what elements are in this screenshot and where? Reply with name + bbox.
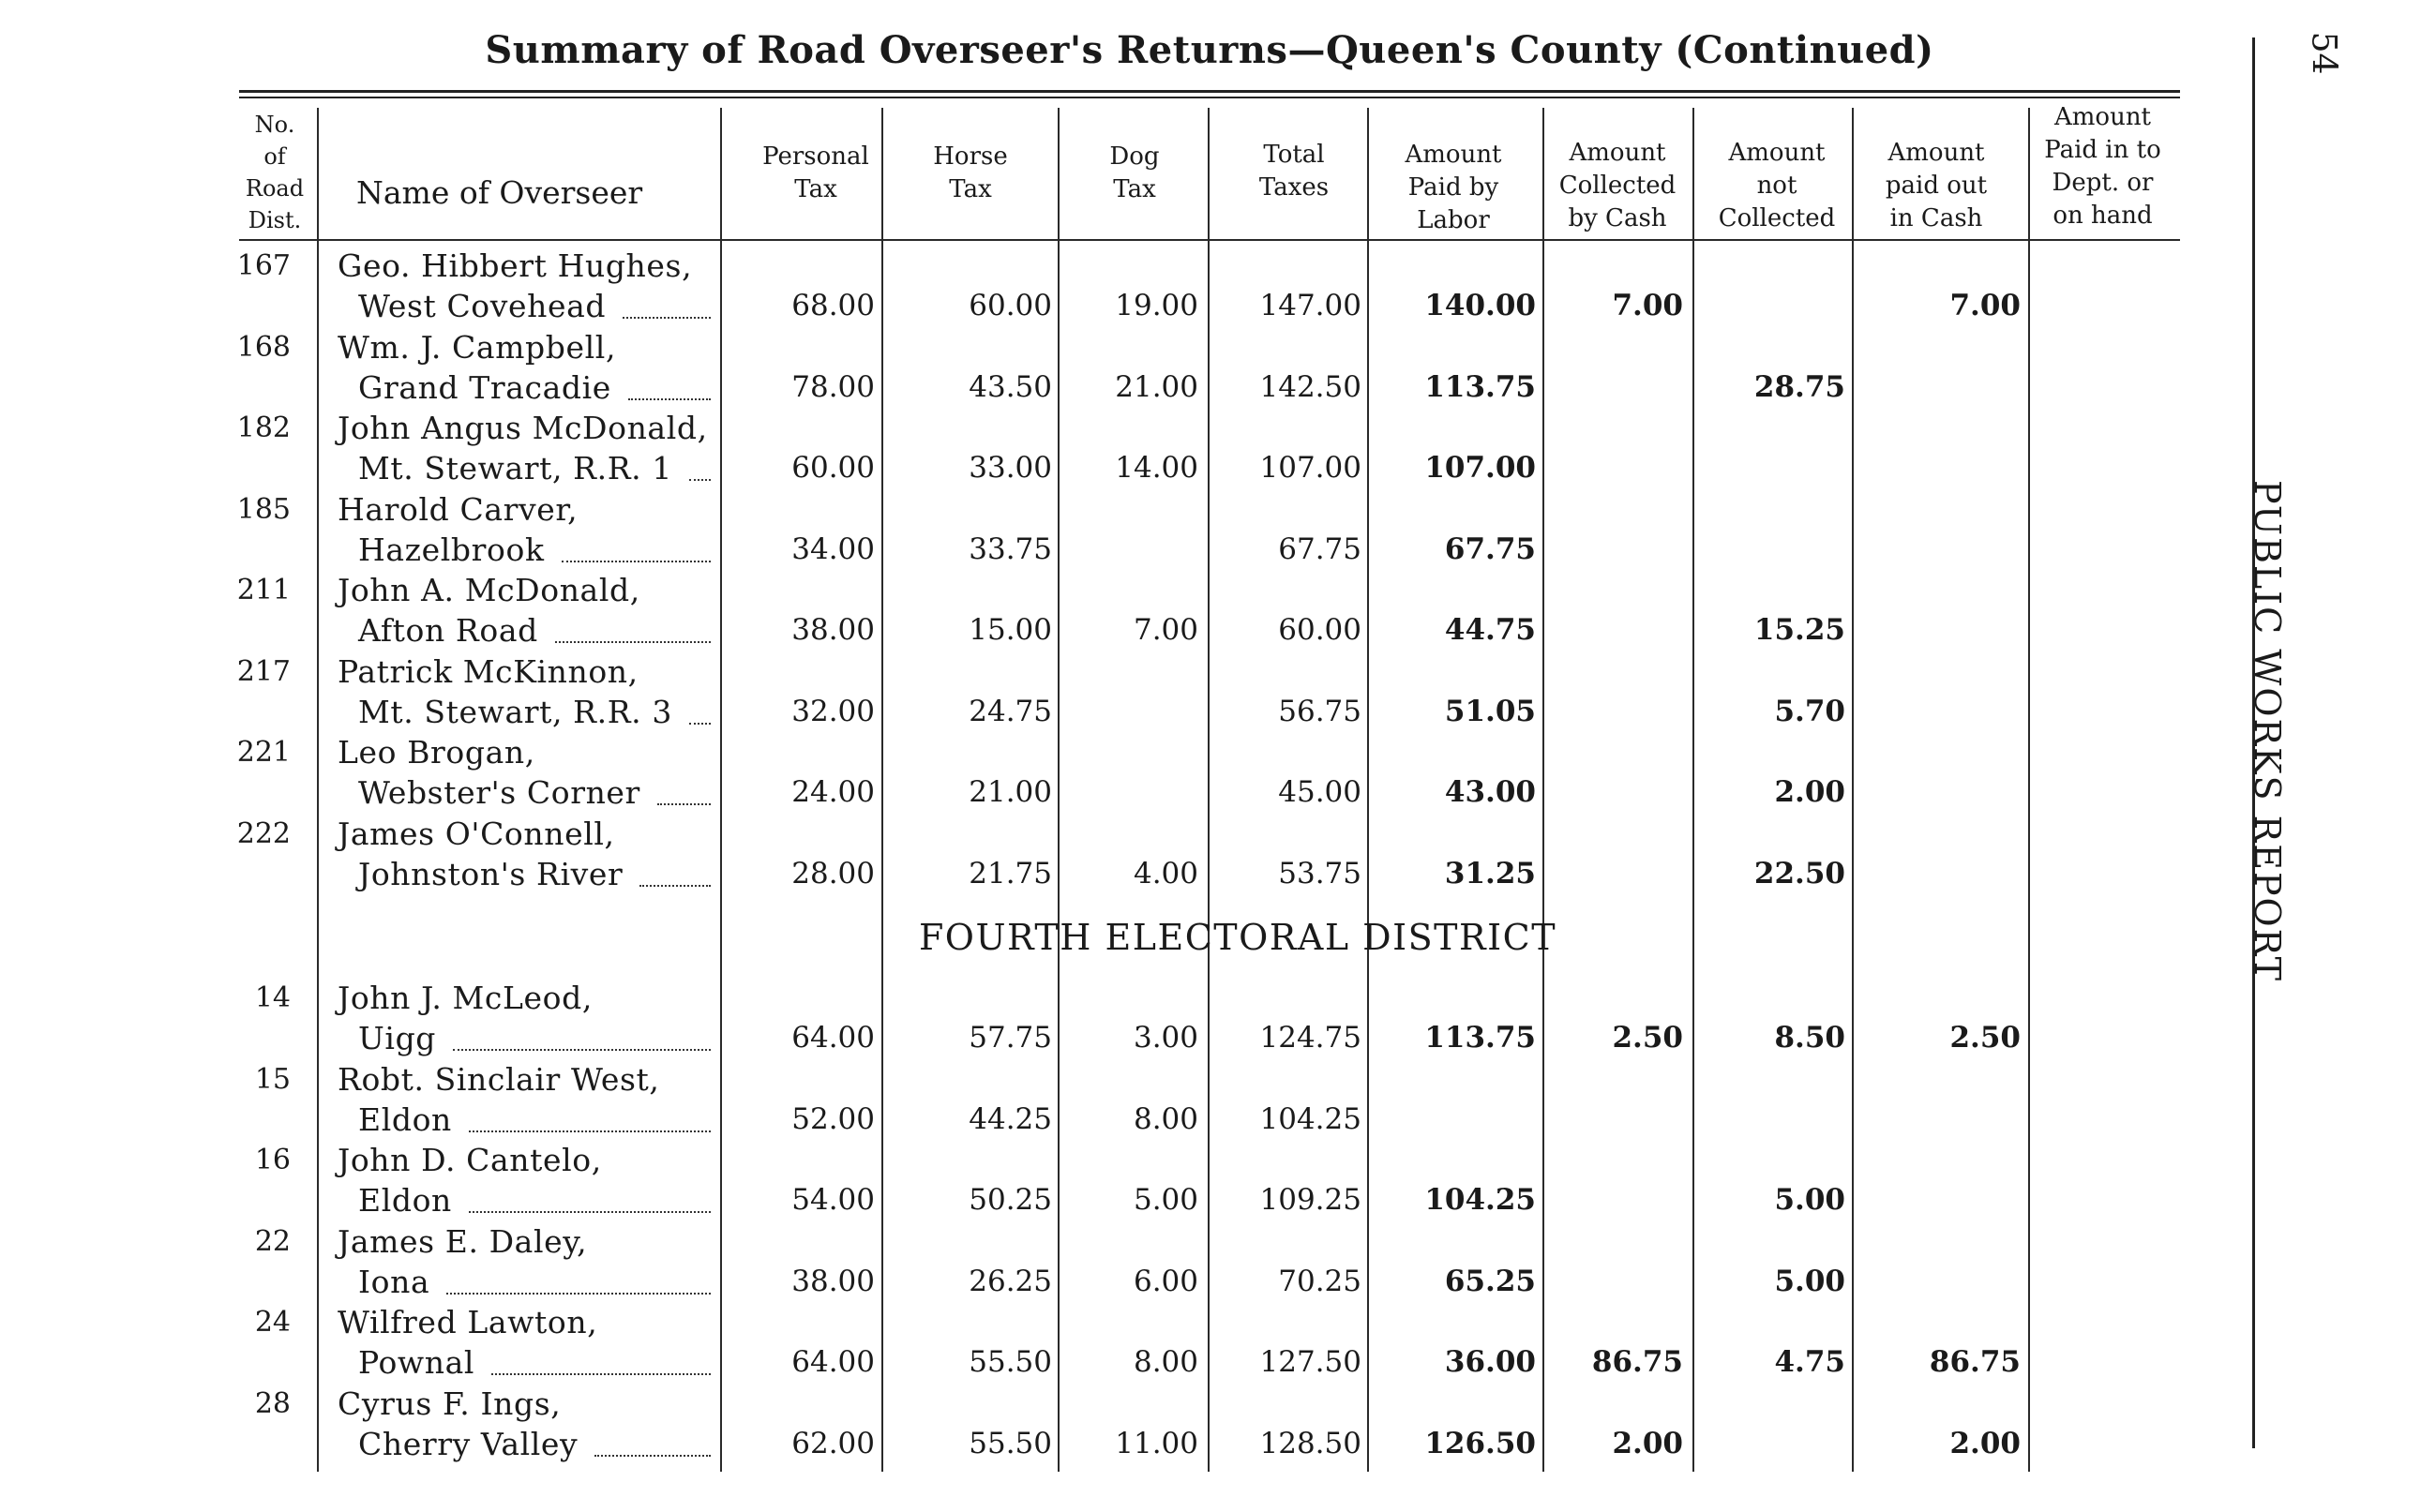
cell-total: 70.25: [1278, 1264, 1361, 1298]
cell-notcollected: 5.70: [1774, 694, 1845, 728]
cell-personal: 38.00: [791, 613, 875, 647]
cell-total: 128.50: [1259, 1426, 1361, 1460]
road-district-number: 222: [236, 816, 291, 850]
header-personal-tax: Personal Tax: [762, 142, 869, 203]
overseer-locality: West Covehead: [358, 288, 607, 324]
road-district-number: 217: [236, 654, 291, 688]
overseer-locality: Johnston's River: [358, 855, 624, 892]
cell-personal: 68.00: [791, 289, 875, 322]
cell-dog: 6.00: [1133, 1264, 1198, 1298]
cell-dog: 14.00: [1115, 451, 1198, 485]
header-paid-to-dept: Amount Paid in to Dept. or on hand: [2044, 103, 2161, 230]
page-title: Summary of Road Overseer's Returns—Queen's County (Continued): [485, 28, 1934, 72]
road-district-number: 211: [236, 574, 291, 606]
cell-notcollected: 5.00: [1774, 1183, 1845, 1217]
title-rule: [239, 90, 2180, 93]
overseer-locality: Mt. Stewart, R.R. 3: [358, 693, 672, 730]
cell-labor: 51.05: [1444, 694, 1536, 728]
cell-notcollected: 4.75: [1774, 1345, 1845, 1379]
overseer-locality: Webster's Corner: [358, 774, 640, 811]
cell-personal: 52.00: [791, 1101, 875, 1136]
road-district-number: 16: [254, 1144, 291, 1176]
cell-cash: 2.00: [1612, 1426, 1683, 1460]
cell-personal: 64.00: [791, 1345, 875, 1379]
dot-leader: [623, 317, 711, 319]
cell-dog: 8.00: [1133, 1101, 1198, 1136]
cell-total: 56.75: [1278, 694, 1361, 728]
cell-notcollected: 28.75: [1753, 369, 1845, 404]
overseer-locality: Afton Road: [358, 612, 538, 649]
cell-horse: 57.75: [969, 1021, 1052, 1055]
cell-total: 127.50: [1259, 1345, 1361, 1379]
title-rule-thin: [239, 97, 2180, 98]
cell-labor: 113.75: [1424, 369, 1536, 404]
overseer-name: John Angus McDonald,: [338, 410, 708, 446]
column-divider: [317, 108, 319, 1472]
cell-cash: 2.50: [1612, 1021, 1683, 1055]
cell-notcollected: 5.00: [1774, 1264, 1845, 1298]
cell-personal: 78.00: [791, 369, 875, 404]
cell-paidout: 2.00: [1949, 1426, 2021, 1460]
cell-personal: 32.00: [791, 694, 875, 728]
cell-paidout: 86.75: [1929, 1345, 2021, 1379]
dot-leader: [562, 561, 711, 562]
cell-labor: 43.00: [1444, 775, 1536, 809]
road-district-number: 167: [236, 249, 291, 282]
cell-labor: 126.50: [1424, 1426, 1536, 1460]
overseer-locality: Mt. Stewart, R.R. 1: [358, 450, 672, 487]
overseer-locality: Eldon: [358, 1182, 452, 1219]
header-overseer-name: Name of Overseer: [356, 174, 643, 211]
cell-paidout: 2.50: [1949, 1021, 2021, 1055]
dot-leader: [555, 641, 711, 643]
cell-horse: 50.25: [969, 1183, 1052, 1217]
column-divider: [2028, 108, 2030, 1472]
cell-total: 124.75: [1259, 1021, 1361, 1055]
overseer-locality: Uigg: [358, 1020, 437, 1056]
cell-total: 107.00: [1259, 451, 1361, 485]
overseer-name: Patrick McKinnon,: [338, 652, 639, 690]
header-paid-by-labor: Amount Paid by Labor: [1405, 141, 1502, 234]
cell-dog: 7.00: [1133, 613, 1198, 647]
cell-total: 53.75: [1278, 856, 1361, 891]
overseer-name: Harold Carver,: [338, 490, 579, 528]
cell-dog: 3.00: [1133, 1021, 1198, 1055]
overseer-locality: Iona: [358, 1263, 430, 1300]
cell-total: 67.75: [1278, 531, 1361, 566]
cell-labor: 36.00: [1444, 1345, 1536, 1379]
dot-leader: [628, 398, 711, 400]
cell-notcollected: 8.50: [1774, 1021, 1845, 1055]
road-district-number: 185: [236, 492, 291, 526]
header-collected-by-cash: Amount Collected by Cash: [1558, 139, 1677, 232]
road-district-number: 168: [236, 330, 291, 364]
road-district-number: 182: [236, 412, 291, 444]
cell-total: 109.25: [1259, 1183, 1361, 1217]
overseer-locality: Cherry Valley: [358, 1425, 579, 1462]
cell-horse: 21.00: [969, 775, 1052, 809]
cell-dog: 4.00: [1133, 856, 1198, 891]
cell-personal: 34.00: [791, 531, 875, 566]
overseer-name: Wm. J. Campbell,: [338, 328, 617, 366]
overseer-name: John A. McDonald,: [338, 572, 640, 608]
header-paid-out-in-cash: Amount paid out in Cash: [1885, 139, 1988, 232]
running-head: PUBLIC WORKS REPORT: [2247, 480, 2288, 982]
cell-personal: 64.00: [791, 1021, 875, 1055]
cell-labor: 31.25: [1444, 856, 1536, 891]
dot-leader: [469, 1130, 711, 1132]
cell-labor: 140.00: [1424, 289, 1536, 322]
road-district-number: 15: [254, 1062, 291, 1096]
header-horse-tax: Horse Tax: [933, 142, 1008, 203]
overseer-name: Cyrus F. Ings,: [338, 1385, 562, 1422]
road-district-number: 221: [236, 736, 291, 769]
cell-notcollected: 15.25: [1753, 613, 1845, 647]
road-district-number: 24: [254, 1306, 291, 1339]
cell-dog: 5.00: [1133, 1183, 1198, 1217]
cell-personal: 38.00: [791, 1264, 875, 1298]
header-not-collected: Amount not Collected: [1718, 139, 1836, 232]
cell-dog: 8.00: [1133, 1345, 1198, 1379]
overseer-name: John J. McLeod,: [338, 980, 593, 1016]
cell-horse: 43.50: [969, 369, 1052, 404]
header-total-taxes: Total Taxes: [1258, 141, 1330, 202]
cell-dog: 11.00: [1115, 1426, 1198, 1460]
cell-labor: 44.75: [1444, 613, 1536, 647]
dot-leader: [453, 1049, 711, 1051]
dot-leader: [594, 1455, 711, 1457]
overseer-locality: Hazelbrook: [358, 531, 545, 568]
overseer-name: James O'Connell,: [338, 815, 615, 852]
section-heading: FOURTH ELECTORAL DISTRICT: [918, 917, 1557, 958]
cell-personal: 62.00: [791, 1426, 875, 1460]
cell-labor: 67.75: [1444, 531, 1536, 566]
overseer-name: Robt. Sinclair West,: [338, 1060, 660, 1098]
cell-notcollected: 22.50: [1753, 856, 1845, 891]
cell-horse: 33.75: [969, 531, 1052, 566]
cell-labor: 113.75: [1424, 1021, 1536, 1055]
header-dog-tax: Dog Tax: [1109, 142, 1160, 203]
cell-personal: 28.00: [791, 856, 875, 891]
cell-total: 45.00: [1278, 775, 1361, 809]
header-bottom-rule: [239, 239, 2180, 241]
overseer-locality: Pownal: [358, 1344, 475, 1381]
cell-paidout: 7.00: [1949, 289, 2021, 322]
cell-horse: 55.50: [969, 1426, 1052, 1460]
dot-leader: [446, 1293, 711, 1295]
cell-total: 147.00: [1259, 289, 1361, 322]
cell-total: 104.25: [1259, 1101, 1361, 1136]
cell-labor: 107.00: [1424, 451, 1536, 485]
road-district-number: 22: [254, 1224, 291, 1258]
overseer-locality: Eldon: [358, 1100, 452, 1138]
cell-horse: 26.25: [969, 1264, 1052, 1298]
cell-horse: 21.75: [969, 856, 1052, 891]
cell-horse: 60.00: [969, 289, 1052, 322]
cell-personal: 54.00: [791, 1183, 875, 1217]
cell-cash: 7.00: [1612, 289, 1683, 322]
cell-labor: 65.25: [1444, 1264, 1536, 1298]
cell-dog: 21.00: [1115, 369, 1198, 404]
cell-horse: 55.50: [969, 1345, 1052, 1379]
overseer-name: Geo. Hibbert Hughes,: [338, 247, 693, 284]
dot-leader: [657, 803, 711, 805]
header-road-district: No. of Road Dist.: [245, 112, 305, 233]
road-district-number: 14: [254, 981, 291, 1014]
cell-cash: 86.75: [1591, 1345, 1683, 1379]
overseer-name: James E. Daley,: [338, 1222, 588, 1260]
dot-leader: [639, 885, 711, 887]
cell-horse: 24.75: [969, 694, 1052, 728]
cell-personal: 60.00: [791, 451, 875, 485]
overseer-locality: Grand Tracadie: [358, 368, 611, 406]
cell-horse: 44.25: [969, 1101, 1052, 1136]
cell-dog: 19.00: [1115, 289, 1198, 322]
cell-horse: 15.00: [969, 613, 1052, 647]
cell-total: 60.00: [1278, 613, 1361, 647]
page-number: 54: [2304, 31, 2343, 75]
cell-notcollected: 2.00: [1774, 775, 1845, 809]
cell-labor: 104.25: [1424, 1183, 1536, 1217]
overseer-name: Leo Brogan,: [338, 734, 535, 771]
cell-total: 142.50: [1259, 369, 1361, 404]
dot-leader: [491, 1373, 711, 1375]
dot-leader: [469, 1211, 711, 1213]
overseer-name: John D. Cantelo,: [338, 1142, 602, 1178]
road-district-number: 28: [254, 1386, 291, 1420]
overseer-name: Wilfred Lawton,: [338, 1304, 598, 1340]
cell-horse: 33.00: [969, 451, 1052, 485]
cell-personal: 24.00: [791, 775, 875, 809]
